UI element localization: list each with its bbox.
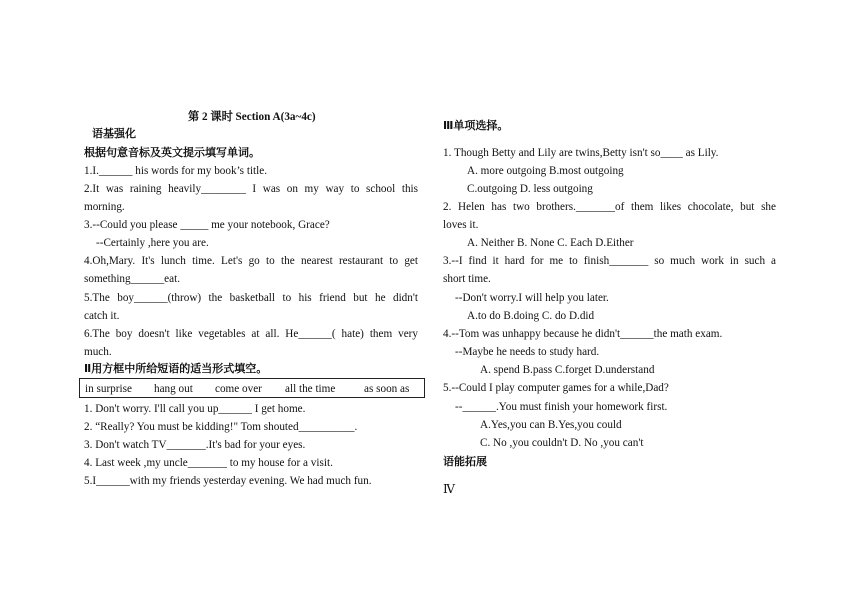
question-5-line-1: 5.The boy______(throw) the basketball to his friend but he didn't	[84, 292, 418, 304]
question-6-line-1: 6.The boy doesn't like vegetables at all. He______( hate) them very	[84, 328, 418, 340]
phrase-5: as soon as	[364, 383, 410, 395]
phrase-box	[79, 378, 425, 398]
phrase-3: come over	[215, 383, 262, 395]
mc-question-2-options: A. Neither B. None C. Each D.Either	[467, 237, 634, 249]
mc-question-3-reply: --Don't worry.I will help you later.	[455, 292, 609, 304]
mc-question-3-line-2: short time.	[443, 273, 491, 285]
mc-question-4-line-2: --Maybe he needs to study hard.	[455, 346, 600, 358]
mc-question-5-options-ab: A.Yes,you can B.Yes,you could	[480, 419, 622, 431]
mc-question-5-line-1: 5.--Could I play computer games for a while,Dad?	[443, 382, 669, 394]
mc-question-1: 1. Though Betty and Lily are twins,Betty isn't so____ as Lily.	[443, 147, 719, 159]
phrase-question-1: 1. Don't worry. I'll call you up______ I get home.	[84, 403, 306, 415]
phrase-question-3: 3. Don't watch TV_______.It's bad for your eyes.	[84, 439, 306, 451]
section3-heading: Ⅲ单项选择。	[443, 119, 509, 132]
phrase-question-2: 2. “Really? You must be kidding!" Tom shouted__________.	[84, 421, 358, 433]
section1-heading: 语基强化	[92, 127, 136, 140]
mc-question-1-options-ab: A. more outgoing B.most outgoing	[467, 165, 624, 177]
question-2-line-2: morning.	[84, 201, 125, 213]
phrase-question-4: 4. Last week ,my uncle_______ to my house for a visit.	[84, 457, 333, 469]
phrase-4: all the time	[285, 383, 336, 395]
mc-question-2-line-2: loves it.	[443, 219, 479, 231]
question-3-line-2: --Certainly ,here you are.	[96, 237, 209, 249]
mc-question-3-line-1: 3.--I find it hard for me to finish_______ so much work in such a	[443, 255, 776, 267]
question-5-line-2: catch it.	[84, 310, 120, 322]
lesson-title: 第 2 课时 Section A(3a~4c)	[188, 111, 316, 123]
mc-question-1-options-cd: C.outgoing D. less outgoing	[467, 183, 593, 195]
question-1: 1.I.______ his words for my book’s title.	[84, 165, 268, 177]
mc-question-2-line-1: 2. Helen has two brothers._______of them likes chocolate, but she	[443, 201, 776, 213]
phrase-1: in surprise	[85, 383, 132, 395]
phrase-question-5: 5.I______with my friends yesterday evening. We had much fun.	[84, 475, 372, 487]
mc-question-4-line-1: 4.--Tom was unhappy because he didn't______the math exam.	[443, 328, 723, 340]
mc-question-4-options: A. spend B.pass C.forget D.understand	[480, 364, 655, 376]
question-6-line-2: much.	[84, 346, 112, 358]
mc-question-5-line-2: --______.You must finish your homework first.	[455, 401, 668, 413]
question-4-line-1: 4.Oh,Mary. It's lunch time. Let's go to the nearest restaurant to get	[84, 255, 418, 267]
phrase-2: hang out	[154, 383, 193, 395]
section2-heading: Ⅱ用方框中所给短语的适当形式填空。	[84, 362, 268, 375]
section4-numeral: Ⅳ	[443, 482, 455, 496]
section1-instruction: 根据句意音标及英文提示填写单词。	[84, 146, 260, 159]
question-3-line-1: 3.--Could you please _____ me your notebook, Grace?	[84, 219, 330, 231]
question-4-line-2: something______eat.	[84, 273, 181, 285]
section4-heading: 语能拓展	[443, 455, 487, 468]
question-2-line-1: 2.It was raining heavily________ I was on my way to school this	[84, 183, 418, 195]
mc-question-3-options: A.to do B.doing C. do D.did	[467, 310, 595, 322]
mc-question-5-options-cd: C. No ,you couldn't D. No ,you can't	[480, 437, 644, 449]
